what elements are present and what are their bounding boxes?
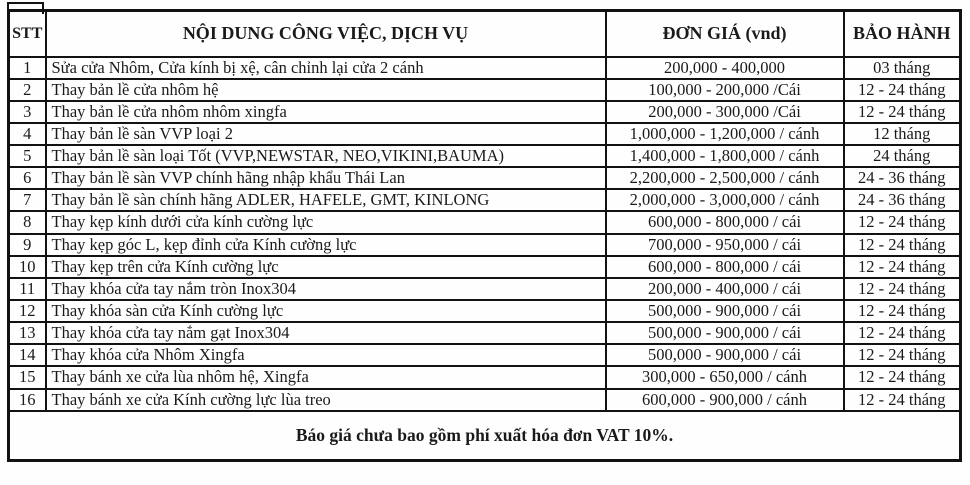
table-row [9, 101, 961, 123]
service-cell: Thay kẹp trên cửa Kính cường lực [46, 256, 606, 278]
price-cell: 600,000 - 900,000 / cánh [606, 389, 844, 411]
row-number-cell: 13 [9, 322, 46, 344]
warranty-cell: 12 - 24 tháng [844, 234, 961, 256]
header-row [9, 11, 961, 57]
price-cell: 600,000 - 800,000 / cái [606, 256, 844, 278]
table-row [9, 322, 961, 344]
price-cell: 600,000 - 800,000 / cái [606, 211, 844, 233]
service-cell: Sửa cửa Nhôm, Cửa kính bị xệ, cân chỉnh lại cửa 2 cánh [46, 57, 606, 79]
service-cell: Thay khóa cửa tay nắm gạt Inox304 [46, 322, 606, 344]
warranty-cell: 12 - 24 tháng [844, 278, 961, 300]
row-number-cell: 14 [9, 344, 46, 366]
service-cell: Thay bánh xe cửa lùa nhôm hệ, Xingfa [46, 366, 606, 388]
service-cell: Thay kẹp góc L, kẹp đỉnh cửa Kính cường lực [46, 234, 606, 256]
col-header-service: NỘI DUNG CÔNG VIỆC, DỊCH VỤ [46, 11, 606, 57]
service-cell: Thay bản lề sàn loại Tốt (VVP,NEWSTAR, NEO,VIKINI,BAUMA) [46, 145, 606, 167]
price-cell: 2,000,000 - 3,000,000 / cánh [606, 189, 844, 211]
row-number-cell: 6 [9, 167, 46, 189]
price-cell: 500,000 - 900,000 / cái [606, 322, 844, 344]
service-cell: Thay khóa cửa Nhôm Xingfa [46, 344, 606, 366]
service-cell: Thay bản lề sàn VVP chính hãng nhập khẩu Thái Lan [46, 167, 606, 189]
service-cell: Thay khóa sàn cửa Kính cường lực [46, 300, 606, 322]
service-cell: Thay bản lề cửa nhôm hệ [46, 79, 606, 101]
warranty-cell: 12 - 24 tháng [844, 79, 961, 101]
row-number-cell: 9 [9, 234, 46, 256]
warranty-cell: 24 - 36 tháng [844, 189, 961, 211]
price-cell: 500,000 - 900,000 / cái [606, 344, 844, 366]
table-row [9, 300, 961, 322]
service-cell: Thay bản lề cửa nhôm nhôm xingfa [46, 101, 606, 123]
table-row [9, 344, 961, 366]
warranty-cell: 12 - 24 tháng [844, 344, 961, 366]
price-cell: 200,000 - 400,000 [606, 57, 844, 79]
row-number-cell: 1 [9, 57, 46, 79]
table-row [9, 211, 961, 233]
row-number-cell: 4 [9, 123, 46, 145]
row-number-cell: 10 [9, 256, 46, 278]
service-cell: Thay bản lề sàn chính hãng ADLER, HAFELE, GMT, KINLONG [46, 189, 606, 211]
service-price-table [7, 9, 962, 462]
table-row [9, 256, 961, 278]
row-number-cell: 2 [9, 79, 46, 101]
warranty-cell: 03 tháng [844, 57, 961, 79]
row-number-cell: 5 [9, 145, 46, 167]
warranty-cell: 24 tháng [844, 145, 961, 167]
warranty-cell: 24 - 36 tháng [844, 167, 961, 189]
service-cell: Thay kẹp kính dưới cửa kính cường lực [46, 211, 606, 233]
price-cell: 300,000 - 650,000 / cánh [606, 366, 844, 388]
table-row [9, 234, 961, 256]
col-header-warranty: BẢO HÀNH [844, 11, 961, 57]
table-row [9, 389, 961, 411]
row-number-cell: 16 [9, 389, 46, 411]
table-body [9, 57, 961, 411]
table-row [9, 145, 961, 167]
row-number-cell: 11 [9, 278, 46, 300]
table-row [9, 167, 961, 189]
price-cell: 200,000 - 300,000 /Cái [606, 101, 844, 123]
row-number-cell: 3 [9, 101, 46, 123]
warranty-cell: 12 - 24 tháng [844, 300, 961, 322]
row-number-cell: 12 [9, 300, 46, 322]
warranty-cell: 12 - 24 tháng [844, 366, 961, 388]
warranty-cell: 12 - 24 tháng [844, 256, 961, 278]
footer-row [9, 411, 961, 461]
warranty-cell: 12 - 24 tháng [844, 101, 961, 123]
row-number-cell: 15 [9, 366, 46, 388]
row-number-cell: 8 [9, 211, 46, 233]
table-row [9, 366, 961, 388]
warranty-cell: 12 - 24 tháng [844, 211, 961, 233]
table-row [9, 278, 961, 300]
table-row [9, 189, 961, 211]
warranty-cell: 12 tháng [844, 123, 961, 145]
warranty-cell: 12 - 24 tháng [844, 389, 961, 411]
price-cell: 100,000 - 200,000 /Cái [606, 79, 844, 101]
price-cell: 2,200,000 - 2,500,000 / cánh [606, 167, 844, 189]
table-row [9, 79, 961, 101]
table-row [9, 123, 961, 145]
col-header-stt: STT [9, 11, 46, 57]
service-cell: Thay khóa cửa tay nắm tròn Inox304 [46, 278, 606, 300]
price-cell: 700,000 - 950,000 / cái [606, 234, 844, 256]
price-cell: 200,000 - 400,000 / cái [606, 278, 844, 300]
table-row [9, 57, 961, 79]
price-cell: 500,000 - 900,000 / cái [606, 300, 844, 322]
row-number-cell: 7 [9, 189, 46, 211]
col-header-price: ĐƠN GIÁ (vnd) [606, 11, 844, 57]
service-cell: Thay bản lề sàn VVP loại 2 [46, 123, 606, 145]
vat-note: Báo giá chưa bao gồm phí xuất hóa đơn VAT 10%. [9, 411, 961, 461]
price-cell: 1,000,000 - 1,200,000 / cánh [606, 123, 844, 145]
warranty-cell: 12 - 24 tháng [844, 322, 961, 344]
price-cell: 1,400,000 - 1,800,000 / cánh [606, 145, 844, 167]
service-cell: Thay bánh xe cửa Kính cường lực lùa treo [46, 389, 606, 411]
